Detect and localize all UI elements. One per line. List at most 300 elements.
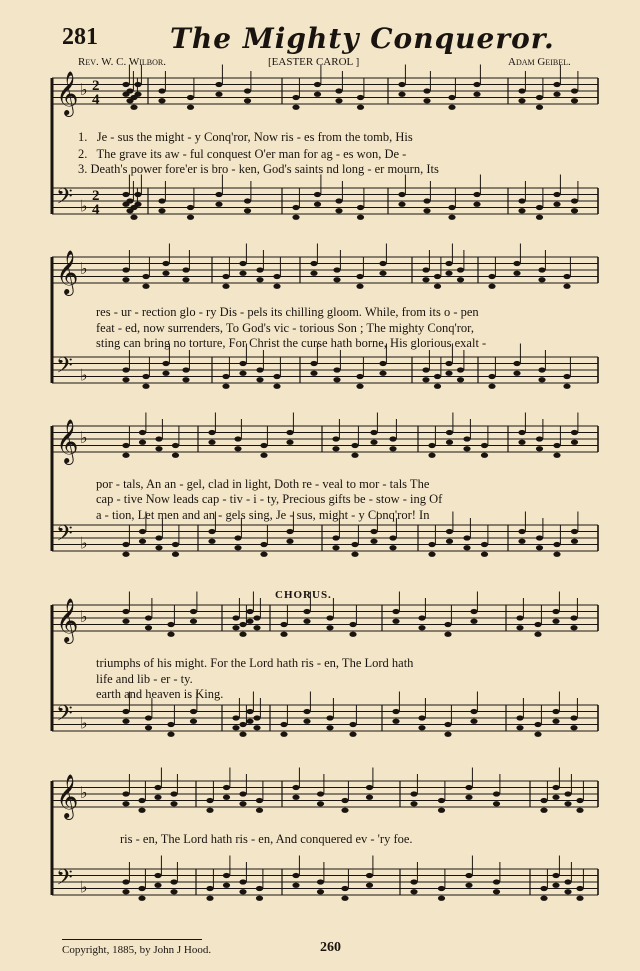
note-head bbox=[234, 545, 241, 550]
copyright-notice: Copyright, 1885, by John J Hood. bbox=[62, 944, 212, 956]
note-head bbox=[187, 105, 194, 110]
note-head bbox=[389, 446, 396, 451]
note-head bbox=[232, 615, 239, 620]
note-head bbox=[162, 361, 169, 366]
note-head bbox=[239, 791, 246, 796]
note-head bbox=[534, 632, 541, 637]
note-head bbox=[190, 709, 197, 714]
note-head bbox=[126, 88, 133, 93]
note-head bbox=[314, 92, 321, 97]
note-head bbox=[570, 715, 577, 720]
note-head bbox=[208, 430, 215, 435]
note-head bbox=[190, 719, 197, 724]
note-head bbox=[190, 609, 197, 614]
note-head bbox=[273, 384, 280, 389]
note-head bbox=[553, 552, 560, 557]
note-head bbox=[239, 632, 246, 637]
key-flat: ♭ bbox=[80, 365, 88, 385]
note-head bbox=[170, 801, 177, 806]
note-head bbox=[122, 889, 129, 894]
time-signature: 4 bbox=[92, 92, 100, 108]
note-head bbox=[317, 791, 324, 796]
note-head bbox=[239, 732, 246, 737]
footer-rule bbox=[62, 939, 202, 940]
note-head bbox=[122, 443, 129, 448]
note-head bbox=[139, 529, 146, 534]
note-head bbox=[256, 896, 263, 901]
note-head bbox=[540, 896, 547, 901]
time-signature: 2 bbox=[92, 78, 100, 94]
note-head bbox=[142, 284, 149, 289]
author-credit: Rev. W. C. Wilbor. bbox=[78, 56, 166, 68]
note-head bbox=[222, 284, 229, 289]
note-head bbox=[122, 609, 129, 614]
note-head bbox=[155, 436, 162, 441]
note-head bbox=[553, 202, 560, 207]
note-head bbox=[122, 377, 129, 382]
note-head bbox=[170, 791, 177, 796]
note-head bbox=[434, 274, 441, 279]
note-head bbox=[122, 801, 129, 806]
note-head bbox=[488, 274, 495, 279]
note-head bbox=[518, 208, 525, 213]
note-head bbox=[292, 205, 299, 210]
note-head bbox=[389, 535, 396, 540]
note-head bbox=[444, 622, 451, 627]
lyric-line: feat - ed, now surrenders, To God's vic - torious Son ; The mighty Conq'ror, bbox=[96, 321, 474, 335]
note-head bbox=[139, 539, 146, 544]
note-head bbox=[356, 274, 363, 279]
note-head bbox=[446, 529, 453, 534]
note-head bbox=[465, 785, 472, 790]
note-head bbox=[457, 277, 464, 282]
note-head bbox=[444, 632, 451, 637]
note-head bbox=[172, 542, 179, 547]
note-head bbox=[239, 371, 246, 376]
note-head bbox=[553, 453, 560, 458]
note-head bbox=[223, 785, 230, 790]
note-head bbox=[398, 192, 405, 197]
key-flat: ♭ bbox=[80, 877, 88, 897]
note-head bbox=[256, 886, 263, 891]
note-head bbox=[303, 709, 310, 714]
note-head bbox=[563, 284, 570, 289]
note-head bbox=[438, 808, 445, 813]
note-head bbox=[418, 725, 425, 730]
clef: 𝄞 bbox=[56, 250, 79, 294]
note-head bbox=[260, 542, 267, 547]
note-head bbox=[280, 632, 287, 637]
note-head bbox=[356, 374, 363, 379]
note-head bbox=[470, 719, 477, 724]
note-head bbox=[564, 889, 571, 894]
note-head bbox=[326, 615, 333, 620]
note-head bbox=[563, 374, 570, 379]
key-flat: ♭ bbox=[80, 713, 88, 733]
note-head bbox=[292, 215, 299, 220]
note-head bbox=[493, 879, 500, 884]
clef: 𝄞 bbox=[56, 598, 79, 642]
note-head bbox=[130, 215, 137, 220]
note-head bbox=[438, 886, 445, 891]
note-head bbox=[493, 889, 500, 894]
note-head bbox=[563, 384, 570, 389]
note-head bbox=[357, 95, 364, 100]
note-head bbox=[571, 98, 578, 103]
clef: 𝄞 bbox=[56, 419, 79, 463]
note-head bbox=[154, 883, 161, 888]
note-head bbox=[256, 367, 263, 372]
note-head bbox=[351, 542, 358, 547]
note-head bbox=[434, 374, 441, 379]
note-head bbox=[310, 271, 317, 276]
note-head bbox=[122, 367, 129, 372]
note-head bbox=[145, 725, 152, 730]
note-head bbox=[239, 889, 246, 894]
note-head bbox=[536, 436, 543, 441]
note-head bbox=[130, 105, 137, 110]
note-head bbox=[215, 92, 222, 97]
note-head bbox=[473, 202, 480, 207]
key-flat: ♭ bbox=[80, 533, 88, 553]
note-head bbox=[438, 798, 445, 803]
note-head bbox=[253, 715, 260, 720]
note-head bbox=[122, 552, 129, 557]
note-head bbox=[428, 552, 435, 557]
note-head bbox=[571, 430, 578, 435]
note-head bbox=[536, 535, 543, 540]
note-head bbox=[256, 267, 263, 272]
note-head bbox=[286, 440, 293, 445]
note-head bbox=[326, 725, 333, 730]
note-head bbox=[570, 615, 577, 620]
note-head bbox=[536, 545, 543, 550]
note-head bbox=[392, 709, 399, 714]
note-head bbox=[538, 267, 545, 272]
note-head bbox=[370, 539, 377, 544]
note-head bbox=[518, 98, 525, 103]
note-head bbox=[540, 798, 547, 803]
note-head bbox=[292, 105, 299, 110]
note-head bbox=[335, 98, 342, 103]
note-head bbox=[448, 95, 455, 100]
note-head bbox=[256, 808, 263, 813]
note-head bbox=[434, 384, 441, 389]
note-head bbox=[158, 88, 165, 93]
lyric-line: 2. The grave its aw - ful conquest O'er man for ag - es won, De - bbox=[78, 147, 407, 161]
note-head bbox=[422, 277, 429, 282]
note-head bbox=[273, 274, 280, 279]
note-head bbox=[182, 277, 189, 282]
note-head bbox=[563, 274, 570, 279]
note-head bbox=[333, 377, 340, 382]
note-head bbox=[481, 542, 488, 547]
note-head bbox=[446, 539, 453, 544]
note-head bbox=[410, 879, 417, 884]
note-head bbox=[357, 215, 364, 220]
note-head bbox=[222, 274, 229, 279]
note-head bbox=[553, 192, 560, 197]
note-head bbox=[470, 609, 477, 614]
note-head bbox=[232, 625, 239, 630]
note-head bbox=[292, 95, 299, 100]
note-head bbox=[576, 886, 583, 891]
note-head bbox=[206, 808, 213, 813]
note-head bbox=[154, 795, 161, 800]
note-head bbox=[280, 622, 287, 627]
note-head bbox=[465, 883, 472, 888]
note-head bbox=[423, 208, 430, 213]
note-head bbox=[182, 377, 189, 382]
note-head bbox=[286, 529, 293, 534]
note-head bbox=[516, 715, 523, 720]
note-head bbox=[389, 436, 396, 441]
note-head bbox=[256, 277, 263, 282]
note-head bbox=[349, 632, 356, 637]
note-head bbox=[410, 801, 417, 806]
note-head bbox=[332, 535, 339, 540]
note-head bbox=[481, 453, 488, 458]
note-head bbox=[172, 552, 179, 557]
note-head bbox=[333, 367, 340, 372]
note-head bbox=[260, 552, 267, 557]
lyric-line: ris - en, The Lord hath ris - en, And conquered ev - 'ry foe. bbox=[120, 832, 413, 846]
note-head bbox=[457, 377, 464, 382]
note-head bbox=[215, 202, 222, 207]
note-head bbox=[314, 82, 321, 87]
lyric-line: life and lib - er - ty. bbox=[96, 672, 193, 686]
note-head bbox=[366, 795, 373, 800]
note-head bbox=[513, 361, 520, 366]
note-head bbox=[516, 615, 523, 620]
note-head bbox=[208, 539, 215, 544]
note-head bbox=[357, 105, 364, 110]
note-head bbox=[410, 791, 417, 796]
note-head bbox=[463, 545, 470, 550]
note-head bbox=[470, 619, 477, 624]
note-head bbox=[446, 430, 453, 435]
note-head bbox=[314, 192, 321, 197]
note-head bbox=[122, 277, 129, 282]
note-head bbox=[576, 798, 583, 803]
note-head bbox=[122, 82, 129, 87]
note-head bbox=[317, 889, 324, 894]
note-head bbox=[154, 873, 161, 878]
note-head bbox=[292, 785, 299, 790]
note-head bbox=[138, 896, 145, 901]
note-head bbox=[536, 95, 543, 100]
note-head bbox=[158, 208, 165, 213]
note-head bbox=[481, 552, 488, 557]
note-head bbox=[570, 625, 577, 630]
note-head bbox=[182, 267, 189, 272]
note-head bbox=[167, 622, 174, 627]
note-head bbox=[341, 798, 348, 803]
note-head bbox=[172, 443, 179, 448]
note-head bbox=[538, 377, 545, 382]
note-head bbox=[234, 436, 241, 441]
note-head bbox=[493, 801, 500, 806]
note-head bbox=[222, 384, 229, 389]
note-head bbox=[379, 271, 386, 276]
note-head bbox=[444, 732, 451, 737]
tune-name: [EASTER CAROL ] bbox=[268, 56, 360, 68]
note-head bbox=[215, 192, 222, 197]
page-number: 260 bbox=[320, 940, 341, 955]
note-head bbox=[167, 732, 174, 737]
note-head bbox=[314, 202, 321, 207]
note-head bbox=[518, 529, 525, 534]
note-head bbox=[493, 791, 500, 796]
note-head bbox=[155, 545, 162, 550]
note-head bbox=[552, 873, 559, 878]
note-head bbox=[170, 889, 177, 894]
note-head bbox=[481, 443, 488, 448]
note-head bbox=[122, 719, 129, 724]
note-head bbox=[553, 443, 560, 448]
note-head bbox=[162, 371, 169, 376]
clef: 𝄞 bbox=[56, 71, 79, 115]
note-head bbox=[418, 615, 425, 620]
note-head bbox=[553, 82, 560, 87]
lyric-line: triumphs of his might. For the Lord hath ris - en, The Lord hath bbox=[96, 656, 414, 670]
lyric-line: earth and heaven is King. bbox=[96, 687, 224, 701]
note-head bbox=[122, 791, 129, 796]
note-head bbox=[138, 808, 145, 813]
note-head bbox=[366, 785, 373, 790]
note-head bbox=[239, 361, 246, 366]
note-head bbox=[206, 798, 213, 803]
note-head bbox=[170, 879, 177, 884]
note-head bbox=[428, 443, 435, 448]
note-head bbox=[244, 98, 251, 103]
key-flat: ♭ bbox=[80, 196, 88, 216]
note-head bbox=[349, 722, 356, 727]
note-head bbox=[223, 873, 230, 878]
key-flat: ♭ bbox=[80, 428, 88, 447]
note-head bbox=[139, 430, 146, 435]
note-head bbox=[223, 883, 230, 888]
note-head bbox=[351, 453, 358, 458]
note-head bbox=[513, 371, 520, 376]
note-head bbox=[488, 284, 495, 289]
note-head bbox=[552, 619, 559, 624]
note-head bbox=[463, 535, 470, 540]
note-head bbox=[370, 430, 377, 435]
key-flat: ♭ bbox=[80, 783, 88, 802]
note-head bbox=[576, 896, 583, 901]
note-head bbox=[518, 539, 525, 544]
note-head bbox=[206, 886, 213, 891]
note-head bbox=[379, 261, 386, 266]
note-head bbox=[518, 88, 525, 93]
note-head bbox=[571, 198, 578, 203]
note-head bbox=[280, 732, 287, 737]
note-head bbox=[145, 625, 152, 630]
note-head bbox=[552, 785, 559, 790]
note-head bbox=[134, 82, 141, 87]
note-head bbox=[158, 198, 165, 203]
note-head bbox=[445, 361, 452, 366]
note-head bbox=[239, 261, 246, 266]
clef: 𝄢 bbox=[56, 701, 73, 732]
note-head bbox=[446, 440, 453, 445]
note-head bbox=[253, 615, 260, 620]
note-head bbox=[457, 367, 464, 372]
note-head bbox=[536, 446, 543, 451]
note-head bbox=[370, 440, 377, 445]
note-head bbox=[357, 205, 364, 210]
clef: 𝄢 bbox=[56, 184, 73, 215]
note-head bbox=[418, 625, 425, 630]
note-head bbox=[244, 208, 251, 213]
note-head bbox=[246, 619, 253, 624]
note-head bbox=[438, 896, 445, 901]
note-head bbox=[273, 374, 280, 379]
note-head bbox=[392, 719, 399, 724]
note-head bbox=[398, 202, 405, 207]
note-head bbox=[234, 446, 241, 451]
note-head bbox=[155, 446, 162, 451]
note-head bbox=[187, 95, 194, 100]
note-head bbox=[534, 622, 541, 627]
note-head bbox=[389, 545, 396, 550]
note-head bbox=[335, 88, 342, 93]
time-signature: 2 bbox=[92, 188, 100, 204]
note-head bbox=[379, 361, 386, 366]
note-head bbox=[366, 883, 373, 888]
note-head bbox=[571, 539, 578, 544]
note-head bbox=[564, 791, 571, 796]
note-head bbox=[232, 715, 239, 720]
note-head bbox=[303, 609, 310, 614]
note-head bbox=[463, 446, 470, 451]
note-head bbox=[145, 615, 152, 620]
lyric-line: res - ur - rection glo - ry Dis - pels its chilling gloom. While, from its o - pen bbox=[96, 305, 479, 319]
note-head bbox=[356, 384, 363, 389]
note-head bbox=[239, 722, 246, 727]
lyric-line: 3. Death's power fore'er is bro - ken, God's saints nd long - er mourn, Its bbox=[78, 162, 439, 176]
note-head bbox=[445, 371, 452, 376]
note-head bbox=[122, 192, 129, 197]
note-head bbox=[398, 82, 405, 87]
note-head bbox=[138, 886, 145, 891]
note-head bbox=[538, 277, 545, 282]
note-head bbox=[332, 545, 339, 550]
note-head bbox=[253, 625, 260, 630]
note-head bbox=[138, 798, 145, 803]
lyric-line: por - tals, An an - gel, clad in light, Doth re - veal to mor - tals The bbox=[96, 477, 430, 491]
lyric-line: cap - tive Now leads cap - tiv - i - ty, Precious gifts be - stow - ing Of bbox=[96, 492, 443, 506]
note-head bbox=[317, 801, 324, 806]
note-head bbox=[239, 271, 246, 276]
note-head bbox=[303, 619, 310, 624]
note-head bbox=[553, 92, 560, 97]
note-head bbox=[392, 619, 399, 624]
note-head bbox=[422, 267, 429, 272]
note-head bbox=[134, 202, 141, 207]
note-head bbox=[465, 795, 472, 800]
note-head bbox=[134, 192, 141, 197]
hymn-number: 281 bbox=[62, 24, 98, 50]
note-head bbox=[536, 215, 543, 220]
note-head bbox=[303, 719, 310, 724]
note-head bbox=[576, 808, 583, 813]
note-head bbox=[473, 192, 480, 197]
note-head bbox=[513, 261, 520, 266]
note-head bbox=[326, 715, 333, 720]
note-head bbox=[158, 98, 165, 103]
